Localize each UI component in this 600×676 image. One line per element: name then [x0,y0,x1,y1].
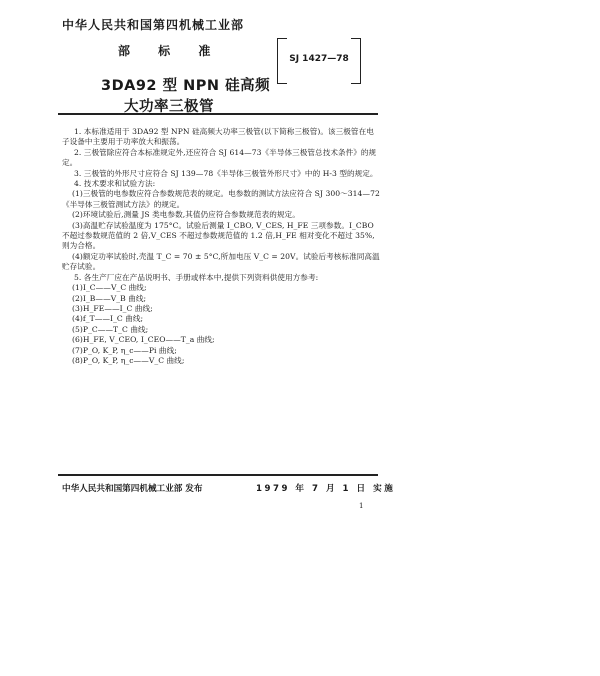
clause-5: 5. 各生产厂应在产品说明书、手册或样本中,提供下列资料供使用方参考: [74,272,319,282]
list-item: (1)I_C——V_C 曲线; [72,283,147,293]
clause-2: 2. 三极管除应符合本标准规定外,还应符合 SJ 614—73《半导体三极管总技术条件》的规定。 [62,147,377,168]
clause-3: 3. 三极管的外形尺寸应符合 SJ 139—78《半导体三极管外形尺寸》中的 H-3 型的规定。 [74,168,378,178]
effective-date: 1979 年 7 月 1 日 实施 [256,484,396,494]
curve-list [62,283,380,366]
standard-code-box [277,38,361,84]
standard-body [62,127,380,366]
list-item: (2)I_B——V_B 曲线; [72,293,147,303]
issuing-ministry: 中华人民共和国第四机械工业部 [62,18,245,32]
clause-4-3: (3)高温贮存试验温度为 175°C。试验后测量 I_CBO, V_CES, H_FE 三项参数。I_CBO 不超过参数规范值的 2 倍,V_CES 不超过参数规范值的 1.2 倍,H_FE 相对变化不超过 35%,则为合格。 [62,220,375,251]
clause-4-1: (1)三极管的电参数应符合参数规范表的规定。电参数的测试方法应符合 SJ 300～314—72《半导体三极管测试方法》的规定。 [62,189,380,209]
list-item: (7)P_O, K_P, η_c——Pi 曲线; [72,345,177,355]
clause-4: 4. 技术要求和试验方法: [74,179,156,189]
list-item: (3)H_FE——I_C 曲线; [72,303,153,313]
list-item: (5)P_C——T_C 曲线; [72,324,149,334]
title-line-1: 3DA92 型 NPN 硅高频 [101,78,271,94]
title-line-2: 大功率三极管 [124,99,214,115]
issuer-line: 中华人民共和国第四机械工业部 发布 [62,484,203,494]
list-item: (8)P_O, K_P, η_c——V_C 曲线; [72,355,185,365]
page-number: 1 [359,502,364,510]
standard-code: SJ 1427—78 [289,54,349,64]
header-rule [58,113,378,115]
clause-4-4: (4)额定功率试验时,壳温 T_C = 70 ± 5°C,所加电压 V_C = 20V。试验后考核标准同高温贮存试验。 [62,251,380,272]
standard-kind: 部 标 准 [118,44,211,58]
footer-rule [58,474,378,476]
list-item: (4)f_T——I_C 曲线; [72,314,144,324]
clause-4-2: (2)环境试验后,测量 JS 类电参数,其值仍应符合参数规范表的规定。 [72,210,300,220]
list-item: (6)H_FE, V_CEO, I_CEO——T_a 曲线; [72,335,215,345]
clause-1: 1. 本标准适用于 3DA92 型 NPN 硅高频大功率三极管(以下简称三极管)。该三极管在电子设备中主要用于功率放大和振荡。 [62,127,374,147]
